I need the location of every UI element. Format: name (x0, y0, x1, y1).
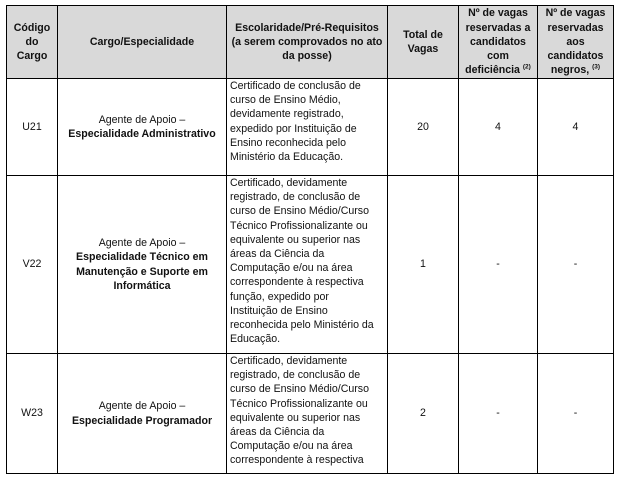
cell-total: 1 (388, 176, 459, 354)
cell-total: 2 (388, 354, 459, 474)
cell-requisitos (227, 354, 388, 474)
requisito-line: Ensino reconhecida pelo (230, 136, 347, 149)
requisito-line: equivalente ou superior nas (230, 411, 361, 424)
cargo-especialidade: Especialidade Técnico em Manutenção e Suporte em Informática (76, 251, 208, 292)
cargo-prefix: Agente de Apoio – (98, 400, 186, 413)
requisito-line: curso de Ensino Médio/Curso (230, 205, 369, 218)
table-header-row (7, 6, 614, 79)
footnote-2: (2) (522, 63, 531, 71)
header-deficiencia-label: Nº de vagas reservadas a candidatos com deficiência (465, 7, 531, 77)
requisito-line: correspondente à respectiva (230, 454, 364, 467)
cell-requisitos (227, 176, 388, 354)
header-escolaridade: Escolaridade/Pré-Requisitos (a serem comprovados no ato da posse) (227, 6, 388, 79)
requisito-line: Computação e/ou na área (230, 262, 353, 275)
cargo-especialidade: Especialidade Programador (71, 414, 213, 427)
header-deficiencia (459, 6, 538, 79)
cell-cargo (58, 354, 227, 474)
header-cargo: Cargo/Especialidade (58, 6, 227, 79)
requisito-line: registrado, de conclusão de (230, 369, 361, 382)
requisito-line: função, expedido por (230, 290, 329, 303)
cargo-prefix (60, 236, 224, 293)
cell-deficiencia: - (459, 176, 538, 354)
cell-deficiencia: 4 (459, 79, 538, 176)
header-codigo: Código do Cargo (7, 6, 58, 79)
requisito-line: Ministério da Educação. (230, 151, 344, 164)
requisito-line: Computação e/ou na área (230, 440, 353, 453)
requisito-line: reconhecida pelo Ministério da (230, 319, 374, 332)
cell-requisitos (227, 79, 388, 176)
vacancies-table (6, 5, 614, 474)
cargo-prefix-text: Agente de Apoio – (98, 237, 186, 250)
requisito-line: áreas da Ciência da (230, 248, 325, 261)
cell-codigo: V22 (7, 176, 58, 354)
cell-codigo: W23 (7, 354, 58, 474)
requisito-line: curso de Ensino Médio/Curso (230, 383, 369, 396)
requisito-line: Certificado, devidamente (230, 177, 348, 189)
cell-cargo (58, 176, 227, 354)
requisito-line: Educação. (230, 333, 281, 346)
requisito-line: áreas da Ciência da (230, 426, 325, 439)
cell-negros: - (538, 176, 614, 354)
cell-negros: 4 (538, 79, 614, 176)
cell-total: 20 (388, 79, 459, 176)
header-negros-label: Nº de vagas reservadas aos candidatos negros, (545, 7, 606, 77)
cell-negros: - (538, 354, 614, 474)
table-row (7, 79, 614, 176)
requisito-line: expedido por Instituição de (230, 122, 357, 135)
cargo-prefix: Agente de Apoio – (98, 113, 186, 126)
header-total: Total de Vagas (388, 6, 459, 79)
requisito-line: registrado, de conclusão de (230, 191, 361, 204)
table-row (7, 176, 614, 354)
cell-cargo (58, 79, 227, 176)
header-negros (538, 6, 614, 79)
requisito-line: devidamente registrado, (230, 108, 344, 121)
cell-deficiencia: - (459, 354, 538, 474)
requisito-line: curso de Ensino Médio, (230, 94, 341, 107)
footnote-3: (3) (592, 63, 601, 71)
requisito-line: Técnico Profissionalizante ou (230, 219, 368, 232)
cell-codigo: U21 (7, 79, 58, 176)
requisito-line: Técnico Profissionalizante ou (230, 397, 368, 410)
requisito-line: Certificado, devidamente (230, 355, 348, 367)
requisito-line: Instituição de Ensino (230, 304, 328, 317)
cargo-especialidade: Especialidade Administrativo (68, 128, 216, 140)
requisito-line: equivalente ou superior nas (230, 233, 361, 246)
requisito-line: Certificado de conclusão de (230, 80, 361, 92)
requisito-line: correspondente à respectiva (230, 276, 364, 289)
table-row (7, 354, 614, 474)
